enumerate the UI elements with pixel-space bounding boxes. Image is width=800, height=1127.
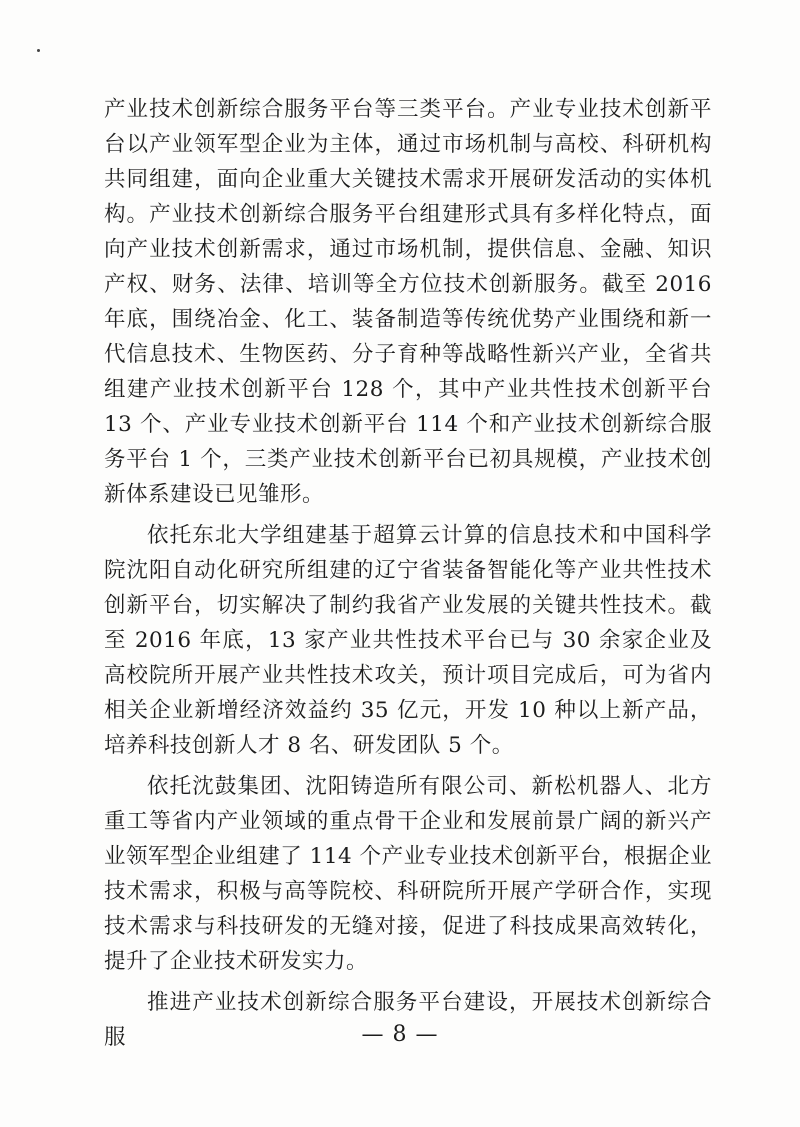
document-body <box>104 92 712 1055</box>
paragraph-4: 推进产业技术创新综合服务平台建设，开展技术创新综合服 <box>104 990 712 1050</box>
page-number: — 8 — <box>361 1022 439 1047</box>
scan-speck <box>37 49 40 52</box>
paragraph-3: 依托沈鼓集团、沈阳铸造所有限公司、新松机器人、北方重工等省内产业领域的重点骨干企业和发展前景广阔的新兴产业领军型企业组建了 114 个产业专业技术创新平台，根据企业技术需求，积极与高等院校、科研院所开展产学研合作，实现技术需求与科技研发的无缝对接，促进了科技成果高效转化，提升了企业技术研发实力。 <box>104 774 712 974</box>
paragraph-2: 依托东北大学组建基于超算云计算的信息技术和中国科学院沈阳自动化研究所组建的辽宁省装备智能化等产业共性技术创新平台，切实解决了制约我省产业发展的关键共性技术。截至 2016 年底，13 家产业共性技术平台已与 30 余家企业及高校院所开展产业共性技术攻关，预计项目完成后，可为省内相关企业新增经济效益约 35 亿元，开发 10 种以上新产品，培养科技创新人才 8 名、研发团队 5 个。 <box>104 523 712 758</box>
paragraph-1: 产业技术创新综合服务平台等三类平台。产业专业技术创新平台以产业领军型企业为主体，通过市场机制与高校、科研机构共同组建，面向企业重大关键技术需求开展研发活动的实体机构。产业技术创新综合服务平台组建形式具有多样化特点，面向产业技术创新需求，通过市场机制，提供信息、金融、知识产权、财务、法律、培训等全方位技术创新服务。截至 2016 年底，围绕冶金、化工、装备制造等传统优势产业围绕和新一代信息技术、生物医药、分子育种等战略性新兴产业，全省共组建产业技术创新平台 128 个，其中产业共性技术创新平台 13 个、产业专业技术创新平台 114 个和产业技术创新综合服务平台 1 个，三类产业技术创新平台已初具规模，产业技术创新体系建设已见雏形。 <box>104 97 712 507</box>
